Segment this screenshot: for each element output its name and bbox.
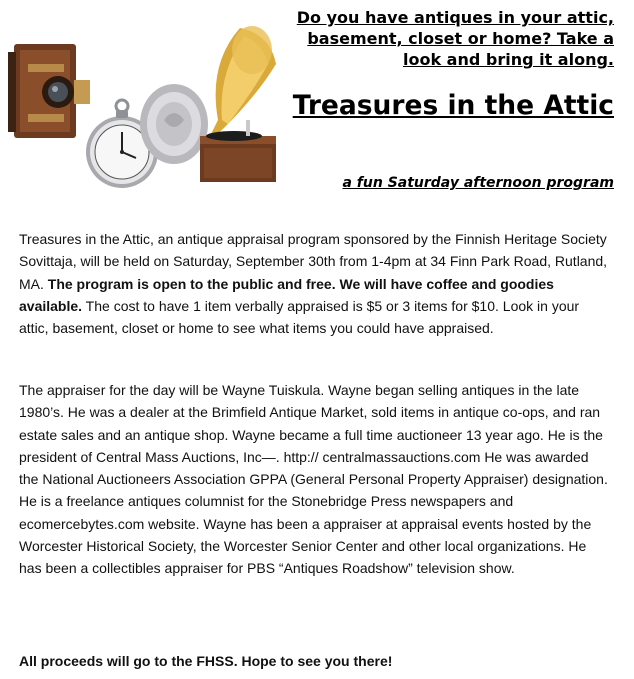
event-details-paragraph: [19, 228, 611, 339]
page-title: Treasures in the Attic: [292, 90, 614, 121]
silver-plate-icon: [140, 84, 208, 164]
teaser-question: Do you have antiques in your attic, basement, closet or home? Take a look and bring it along.: [296, 8, 614, 69]
gramophone-icon: [200, 26, 276, 182]
closing-line: All proceeds will go to the FHSS. Hope to see you there!: [19, 653, 393, 669]
page-subtitle: a fun Saturday afternoon program: [342, 175, 614, 191]
event-free-notice: The program is open to the public and free. We will have coffee and goodies available.: [19, 275, 554, 314]
event-details-text: Treasures in the Attic, an antique appraisal program sponsored by the Finnish Heritage Society Sovittaja, will be held on Saturday, September 30th from 1-4pm at 34 Finn Park Road, Rutland, MA.: [19, 231, 608, 292]
appraisal-cost-text: The cost to have 1 item verbally appraised is $5 or 3 items for $10. Look in your attic, basement, closet or home to see what items you could have appraised.: [19, 297, 580, 337]
antiques-illustration: [8, 24, 280, 192]
appraiser-bio-paragraph: The appraiser for the day will be Wayne Tuiskula. Wayne began selling antiques in the late 1980’s. He was a dealer at the Brimfield Antique Market, sold items in antique co-ops, and ran estate sales and an antique shop. Wayne became a full time auctioneer 13 year ago. He is the president of Central Mass Auctions, Inc—. http:// centralmassauctions.com He was awarded the National Auctioneers Association GPPA (General Personal Property Appraiser) designation. He is a freelance antiques columnist for the Stonebridge Press newspapers and ecomercebytes.com website. Wayne has been a appraiser at appraisal events hosted by the Worcester Historical Society, the Worcester Senior Center and other local organizations. He has been a collectibles appraiser for PBS “Antiques Roadshow” television show.: [19, 382, 608, 577]
antique-camera-icon: [8, 44, 90, 138]
